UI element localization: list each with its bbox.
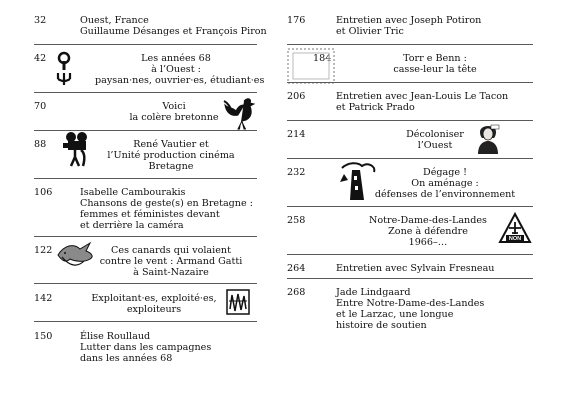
flying-duck-icon: [56, 239, 96, 271]
page-number: 32: [34, 15, 47, 26]
page-number: 268: [287, 287, 306, 298]
entry-line: Guillaume Désanges et François Piron: [80, 26, 267, 37]
toc-entry: [336, 91, 508, 113]
page-number: 106: [34, 187, 53, 198]
entry-line: Entre Notre-Dame-des-Landes: [336, 298, 485, 309]
entry-line: paysan·nes, ouvrier·es, étudiant·es: [95, 75, 265, 86]
separator-rule: [287, 120, 533, 121]
toc-entry: [84, 293, 224, 315]
entry-line: histoire de soutien: [336, 320, 427, 331]
toc-entry: [366, 215, 490, 248]
separator-rule: [287, 158, 533, 159]
toc-entry: [336, 263, 494, 274]
entry-line: Exploitant·es, exploité·es,: [91, 293, 217, 304]
page-number: 122: [34, 245, 53, 256]
entry-line: et Patrick Prado: [336, 102, 415, 113]
entry-line: casse-leur la tête: [393, 64, 477, 75]
entry-line: et Olivier Tric: [336, 26, 404, 37]
airplane-no-sign-icon: [498, 212, 532, 244]
portrait-woman-icon: [476, 122, 500, 154]
entry-line: femmes et féministes devant: [80, 209, 220, 220]
toc-entry: [370, 53, 500, 75]
separator-rule: [287, 44, 533, 45]
toc-entry: [95, 53, 265, 86]
toc-entry: [398, 129, 472, 151]
entry-line: Bretagne: [148, 161, 194, 172]
entry-line: Élise Roullaud: [80, 331, 151, 342]
toc-entry: [336, 287, 484, 331]
entry-line: exploiteurs: [126, 304, 182, 315]
film-strip-frame-icon: [287, 48, 335, 84]
toc-entry: [85, 245, 257, 278]
entry-line: défenses de l’environnement: [374, 189, 516, 200]
toc-entry: [80, 187, 253, 231]
entry-line: Lutter dans les campagnes: [80, 342, 212, 353]
wrench-pitchfork-icon: [56, 51, 72, 87]
entry-line: Entretien avec Joseph Potiron: [336, 15, 482, 26]
toc-entry: [80, 331, 211, 364]
separator-rule: [34, 321, 257, 322]
page-number: 264: [287, 263, 306, 274]
page-number: 214: [287, 129, 306, 140]
separator-rule: [287, 206, 533, 207]
entry-line: Chansons de geste(s) en Bretagne :: [80, 198, 253, 209]
separator-rule: [287, 82, 533, 83]
entry-line: et derrière la caméra: [80, 220, 184, 231]
entry-line: à Saint-Nazaire: [133, 267, 209, 278]
entry-line: Entretien avec Jean-Louis Le Tacon: [336, 91, 509, 102]
entry-line: dans les années 68: [80, 353, 173, 364]
toc-entry: [85, 139, 257, 172]
page-number: 42: [34, 53, 47, 64]
separator-rule: [287, 278, 533, 279]
separator-rule: [34, 236, 257, 237]
separator-rule: [34, 92, 257, 93]
page-number: 206: [287, 91, 306, 102]
entry-line: Les années 68: [141, 53, 211, 64]
entry-line: l’Ouest: [417, 140, 453, 151]
entry-line: Décoloniser: [406, 129, 464, 140]
toc-entry: [336, 15, 481, 37]
entry-line: Jade Lindgaard: [336, 287, 411, 298]
page-number: 184: [313, 53, 332, 64]
entry-line: la colère bretonne: [129, 112, 219, 123]
toc-entry: [80, 15, 267, 37]
entry-line: et le Larzac, une longue: [336, 309, 454, 320]
page-number: 232: [287, 167, 306, 178]
separator-rule: [34, 178, 257, 179]
page-number: 142: [34, 293, 53, 304]
entry-line: Dégage !: [423, 167, 467, 178]
page-number: 258: [287, 215, 306, 226]
entry-line: On aménage :: [411, 178, 479, 189]
sign-text: NON: [508, 236, 522, 243]
rooster-icon: [222, 95, 258, 131]
separator-rule: [34, 44, 257, 45]
page-number: 150: [34, 331, 53, 342]
entry-line: René Vautier et: [133, 139, 209, 150]
entry-line: Ouest, France: [80, 15, 149, 26]
entry-line: à l’Ouest :: [151, 64, 201, 75]
page-number: 88: [34, 139, 47, 150]
entry-line: Voici: [162, 101, 186, 112]
page-number: 70: [34, 101, 47, 112]
separator-rule: [287, 254, 533, 255]
entry-line: Zone à défendre: [388, 226, 468, 237]
tree-axe-icon: [338, 160, 380, 202]
film-camera-operator-icon: [61, 131, 91, 167]
entry-line: Isabelle Cambourakis: [80, 187, 186, 198]
page-number: 176: [287, 15, 306, 26]
entry-line: Torr e Benn :: [403, 53, 467, 64]
toc-entry: [118, 101, 230, 123]
framed-sketch-icon: [226, 289, 250, 315]
entry-line: l’Unité production cinéma: [107, 150, 235, 161]
entry-line: Notre-Dame-des-Landes: [369, 215, 487, 226]
entry-line: Ces canards qui volaient: [111, 245, 231, 256]
separator-rule: [34, 283, 257, 284]
toc-entry: [370, 167, 520, 200]
entry-line: 1966–…: [408, 237, 448, 248]
entry-line: Entretien avec Sylvain Fresneau: [336, 263, 495, 274]
entry-line: contre le vent : Armand Gatti: [99, 256, 243, 267]
